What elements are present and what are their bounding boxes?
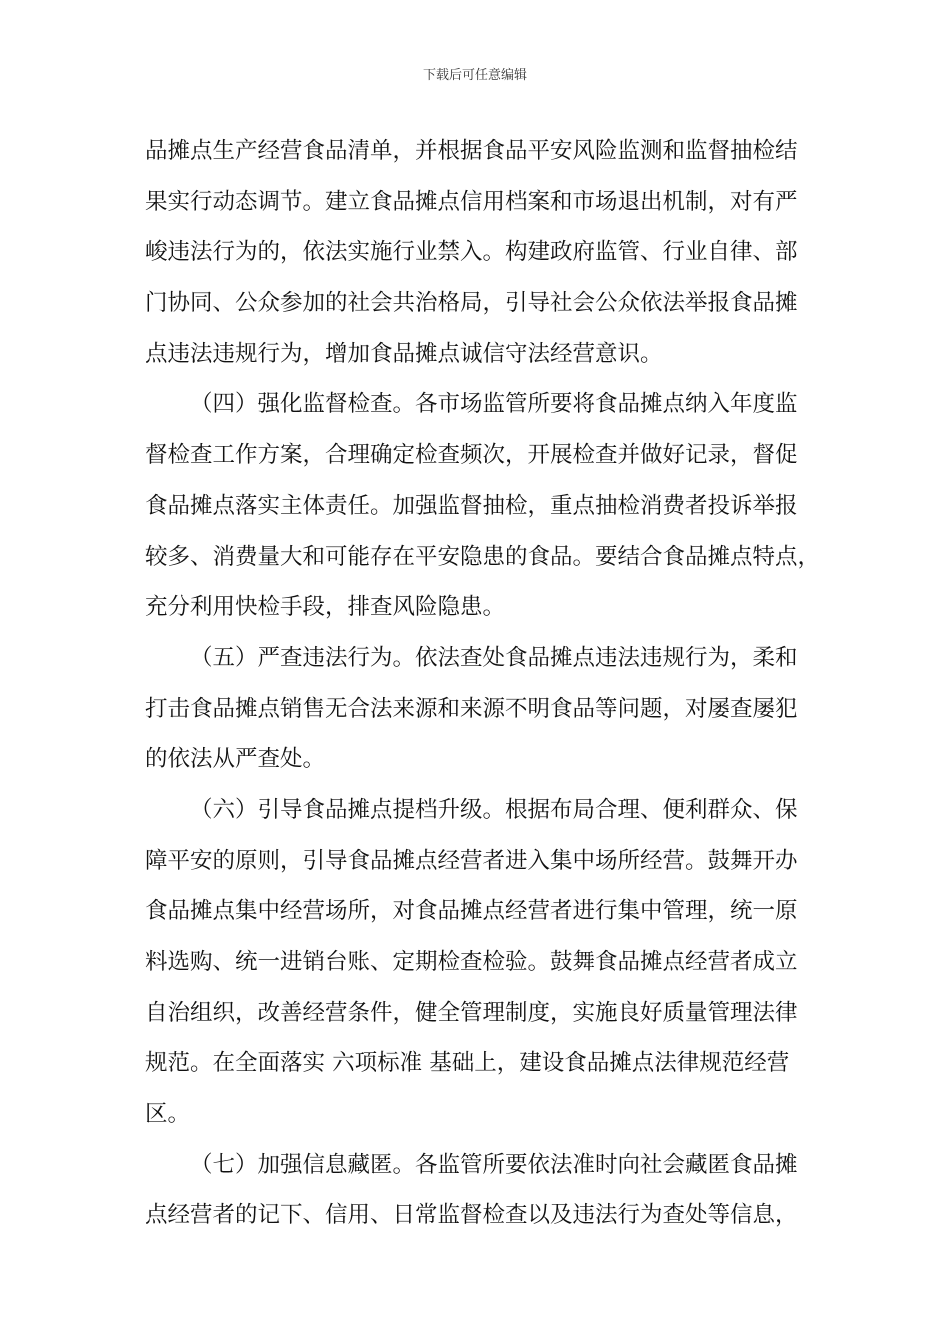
text-line: 食品摊点集中经营场所，对食品摊点经营者进行集中管理，统一原 — [145, 898, 798, 925]
text-line: （五）严查违法行为。依法查处食品摊点违法违规行为，柔和 — [190, 644, 798, 671]
text-line: （四）强化监督检查。各市场监管所要将食品摊点纳入年度监 — [190, 391, 798, 418]
text-line: 品摊点生产经营食品清单，并根据食品平安风险监测和监督抽检结 — [145, 138, 798, 164]
text-line: 自治组织，改善经营条件，健全管理制度，实施良好质量管理法律 — [145, 999, 798, 1026]
text-line: 的依法从严查处。 — [145, 746, 326, 773]
text-line: 点经营者的记下、信用、日常监督检查以及违法行为查处等信息， — [145, 1202, 798, 1229]
text-line: 打击食品摊点销售无合法来源和来源不明食品等问题，对屡查屡犯 — [145, 695, 798, 722]
text-line: 充分利用快检手段，排查风险隐患。 — [145, 594, 506, 621]
text-line: 门协同、公众参加的社会共治格局，引导社会公众依法举报食品摊 — [145, 290, 798, 317]
text-line: 点违法违规行为，增加食品摊点诚信守法经营意识。 — [145, 340, 663, 367]
text-line: 区。 — [145, 1101, 191, 1128]
text-line: 料选购、统一进销台账、定期检查检验。鼓舞食品摊点经营者成立 — [145, 949, 798, 975]
document-body — [145, 126, 821, 1241]
text-line: 果实行动态调节。建立食品摊点信用档案和市场退出机制，对有严 — [145, 188, 798, 215]
text-line: 食品摊点落实主体责任。加强监督抽检，重点抽检消费者投诉举报 — [145, 492, 798, 519]
text-line: 督检查工作方案，合理确定检查频次，开展检查并做好记录，督促 — [145, 442, 798, 469]
text-line: 规范。在全面落实 六项标准 基础上，建设食品摊点法律规范经营 — [145, 1050, 790, 1077]
page-header: 下载后可任意编辑 — [422, 68, 527, 83]
text-line: 较多、消费量大和可能存在平安隐患的食品。要结合食品摊点特点， — [145, 543, 821, 570]
text-line: （六）引导食品摊点提档升级。根据布局合理、便利群众、保 — [190, 796, 798, 823]
text-line: （七）加强信息藏匿。各监管所要依法准时向社会藏匿食品摊 — [190, 1151, 798, 1178]
text-line: 障平安的原则，引导食品摊点经营者进入集中场所经营。鼓舞开办 — [145, 847, 798, 874]
text-line: 峻违法行为的，依法实施行业禁入。构建政府监管、行业自律、部 — [145, 239, 798, 266]
